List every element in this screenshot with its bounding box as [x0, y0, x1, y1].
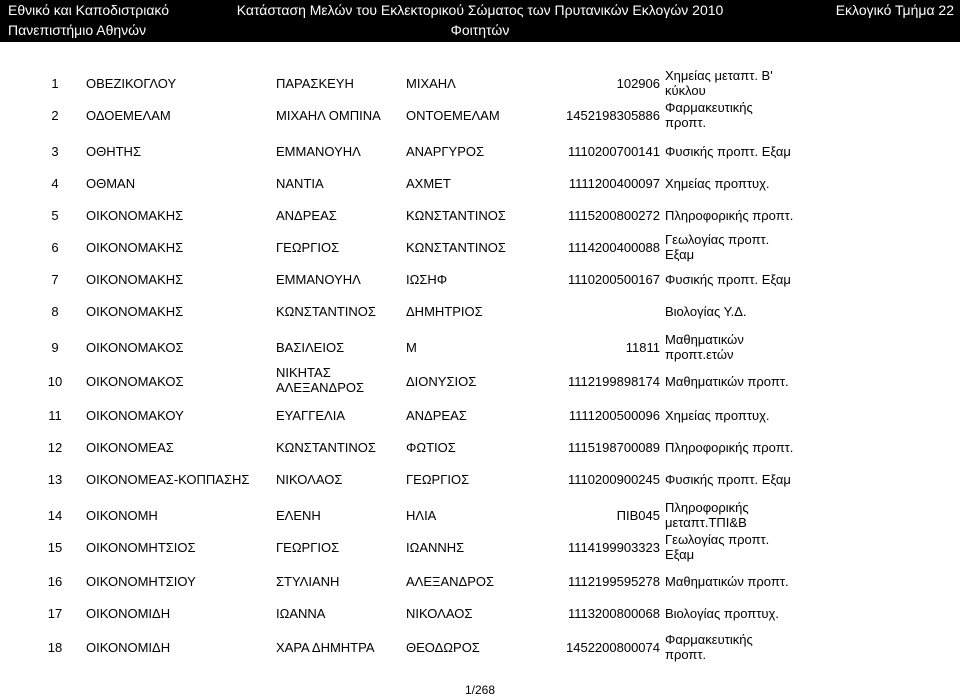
father-name: ΙΩΑΝΝΗΣ	[406, 540, 465, 555]
father-name: ΙΩΣΗΦ	[406, 272, 448, 287]
electoral-section: Εκλογικό Τμήμα 22	[835, 2, 954, 18]
row-number: 2	[51, 108, 59, 123]
department: Μαθηματικών προπτ.	[665, 574, 789, 589]
department: Φυσικής προπτ. Εξαμ	[665, 272, 791, 287]
surname: ΟΙΚΟΝΟΜΑΚΗΣ	[86, 240, 184, 255]
first-name: ΑΝΔΡΕΑΣ	[276, 208, 337, 223]
surname: ΟΘΜΑΝ	[86, 176, 136, 191]
student-id: 1110200700141	[567, 144, 660, 159]
father-name: ΟΝΤΟΕΜΕΛΑΜ	[406, 108, 500, 123]
surname: ΟΙΚΟΝΟΜΕΑΣ-ΚΟΠΠΑΣΗΣ	[86, 472, 250, 487]
student-id: 1111200500096	[568, 408, 660, 423]
first-name: ΧΑΡΑ ΔΗΜΗΤΡΑ	[276, 640, 375, 655]
student-id: 11811	[625, 340, 660, 355]
first-name: ΠΑΡΑΣΚΕΥΗ	[276, 76, 354, 91]
surname: ΟΙΚΟΝΟΜΑΚΗΣ	[86, 208, 184, 223]
surname: ΟΘΗΤΗΣ	[86, 144, 141, 159]
row-number: 16	[47, 574, 63, 589]
department: Χημείας προπτυχ.	[665, 176, 770, 191]
surname: ΟΙΚΟΝΟΜΗΤΣΙΟΥ	[86, 574, 196, 589]
row-number: 7	[51, 272, 59, 287]
first-name: ΓΕΩΡΓΙΟΣ	[276, 540, 340, 555]
first-name: ΚΩΝΣΤΑΝΤΙΝΟΣ	[276, 304, 376, 319]
first-name: ΝΙΚΟΛΑΟΣ	[276, 472, 343, 487]
first-name: ΝΑΝΤΙΑ	[276, 176, 324, 191]
father-name: ΑΝΔΡΕΑΣ	[406, 408, 467, 423]
first-name: ΕΜΜΑΝΟΥΗΛ	[276, 272, 361, 287]
father-name: ΔΗΜΗΤΡΙΟΣ	[406, 304, 483, 319]
department: Βιολογίας Υ.Δ.	[665, 304, 747, 319]
surname: ΟΙΚΟΝΟΜΙΔΗ	[86, 606, 171, 621]
department: Χημείας μεταπτ. Β' κύκλου	[665, 68, 773, 98]
surname: ΟΙΚΟΝΟΜΑΚΗΣ	[86, 304, 184, 319]
student-id: 1112199898174	[567, 374, 660, 389]
row-number: 13	[47, 472, 63, 487]
surname: ΟΙΚΟΝΟΜΙΔΗ	[86, 640, 171, 655]
student-id: 1114199903323	[567, 540, 660, 555]
father-name: ΓΕΩΡΓΙΟΣ	[406, 472, 470, 487]
surname: ΟΙΚΟΝΟΜΑΚΟΣ	[86, 340, 184, 355]
student-id: 1111200400097	[568, 176, 660, 191]
father-name: ΔΙΟΝΥΣΙΟΣ	[406, 374, 477, 389]
student-id: 1114200400088	[567, 240, 660, 255]
father-name: ΝΙΚΟΛΑΟΣ	[406, 606, 473, 621]
father-name: ΑΝΑΡΓΥΡΟΣ	[406, 144, 485, 159]
department: Βιολογίας προπτυχ.	[665, 606, 779, 621]
department: Μαθηματικών προπτ.ετών	[665, 332, 744, 362]
row-number: 6	[51, 240, 59, 255]
page-number: 1/268	[464, 683, 496, 697]
surname: ΟΙΚΟΝΟΜΕΑΣ	[86, 440, 174, 455]
student-id: ΠΙΒ045	[616, 508, 660, 523]
row-number: 11	[48, 408, 62, 423]
department: Φαρμακευτικής προπτ.	[665, 632, 753, 662]
surname: ΟΙΚΟΝΟΜΗΤΣΙΟΣ	[86, 540, 196, 555]
department: Φαρμακευτικής προπτ.	[665, 100, 753, 130]
document-subtitle: Φοιτητών	[450, 22, 510, 38]
department: Φυσικής προπτ. Εξαμ	[665, 144, 791, 159]
first-name: ΕΜΜΑΝΟΥΗΛ	[276, 144, 361, 159]
first-name: ΕΛΕΝΗ	[276, 508, 321, 523]
department: Γεωλογίας προπτ. Εξαμ	[665, 532, 770, 562]
surname: ΟΙΚΟΝΟΜΑΚΟΥ	[86, 408, 184, 423]
row-number: 10	[47, 374, 63, 389]
father-name: ΗΛΙΑ	[406, 508, 437, 523]
student-id: 1112199595278	[567, 574, 660, 589]
department: Φυσικής προπτ. Εξαμ	[665, 472, 791, 487]
row-number: 15	[47, 540, 63, 555]
row-number: 4	[51, 176, 59, 191]
father-name: ΜΙΧΑΗΛ	[406, 76, 456, 91]
student-id: 102906	[616, 76, 660, 91]
row-number: 18	[47, 640, 63, 655]
student-id: 1452200800074	[566, 640, 660, 655]
student-id: 1115198700089	[567, 440, 660, 455]
surname: ΟΙΚΟΝΟΜΑΚΟΣ	[86, 374, 184, 389]
first-name: ΙΩΑΝΝΑ	[276, 606, 326, 621]
first-name: ΕΥΑΓΓΕΛΙΑ	[276, 408, 346, 423]
department: Χημείας προπτυχ.	[665, 408, 770, 423]
department: Πληροφορικής προπτ.	[665, 208, 794, 223]
father-name: ΚΩΝΣΤΑΝΤΙΝΟΣ	[406, 240, 506, 255]
row-number: 5	[51, 208, 59, 223]
father-name: ΑΛΕΞΑΝΔΡΟΣ	[406, 574, 495, 589]
student-id: 1452198305886	[566, 108, 660, 123]
row-number: 8	[51, 304, 59, 319]
father-name: ΑΧΜΕΤ	[406, 176, 451, 191]
row-number: 12	[47, 440, 63, 455]
first-name: ΝΙΚΗΤΑΣ ΑΛΕΞΑΝΔΡΟΣ	[276, 365, 365, 395]
father-name: Μ	[406, 340, 417, 355]
university-name-line2: Πανεπιστήμιο Αθηνών	[8, 22, 147, 38]
row-number: 3	[51, 144, 59, 159]
student-id: 1113200800068	[567, 606, 660, 621]
row-number: 9	[51, 340, 59, 355]
surname: ΟΙΚΟΝΟΜΑΚΗΣ	[86, 272, 184, 287]
first-name: ΒΑΣΙΛΕΙΟΣ	[276, 340, 345, 355]
student-id: 1110200500167	[567, 272, 660, 287]
father-name: ΦΩΤΙΟΣ	[406, 440, 456, 455]
student-id: 1110200900245	[567, 472, 660, 487]
father-name: ΘΕΟΔΩΡΟΣ	[406, 640, 480, 655]
university-name-line1: Εθνικό και Καποδιστριακό	[8, 2, 170, 18]
department: Μαθηματικών προπτ.	[665, 374, 789, 389]
surname: ΟΒΕΖΙΚΟΓΛΟΥ	[86, 76, 177, 91]
row-number: 1	[51, 76, 59, 91]
first-name: ΣΤΥΛΙΑΝΗ	[276, 574, 340, 589]
row-number: 14	[47, 508, 63, 523]
first-name: ΜΙΧΑΗΛ ΟΜΠΙΝΑ	[276, 108, 381, 123]
father-name: ΚΩΝΣΤΑΝΤΙΝΟΣ	[406, 208, 506, 223]
department: Γεωλογίας προπτ. Εξαμ	[665, 232, 770, 262]
page-header	[0, 0, 960, 42]
surname: ΟΙΚΟΝΟΜΗ	[86, 508, 158, 523]
row-number: 17	[47, 606, 63, 621]
department: Πληροφορικής μεταπτ.ΤΠΙ&Β	[665, 500, 749, 530]
surname: ΟΔΟΕΜΕΛΑΜ	[86, 108, 171, 123]
first-name: ΓΕΩΡΓΙΟΣ	[276, 240, 340, 255]
document-title: Κατάσταση Μελών του Εκλεκτορικού Σώματος των Πρυτανικών Εκλογών 2010	[236, 2, 724, 18]
student-id: 1115200800272	[567, 208, 660, 223]
department: Πληροφορικής προπτ.	[665, 440, 794, 455]
first-name: ΚΩΝΣΤΑΝΤΙΝΟΣ	[276, 440, 376, 455]
